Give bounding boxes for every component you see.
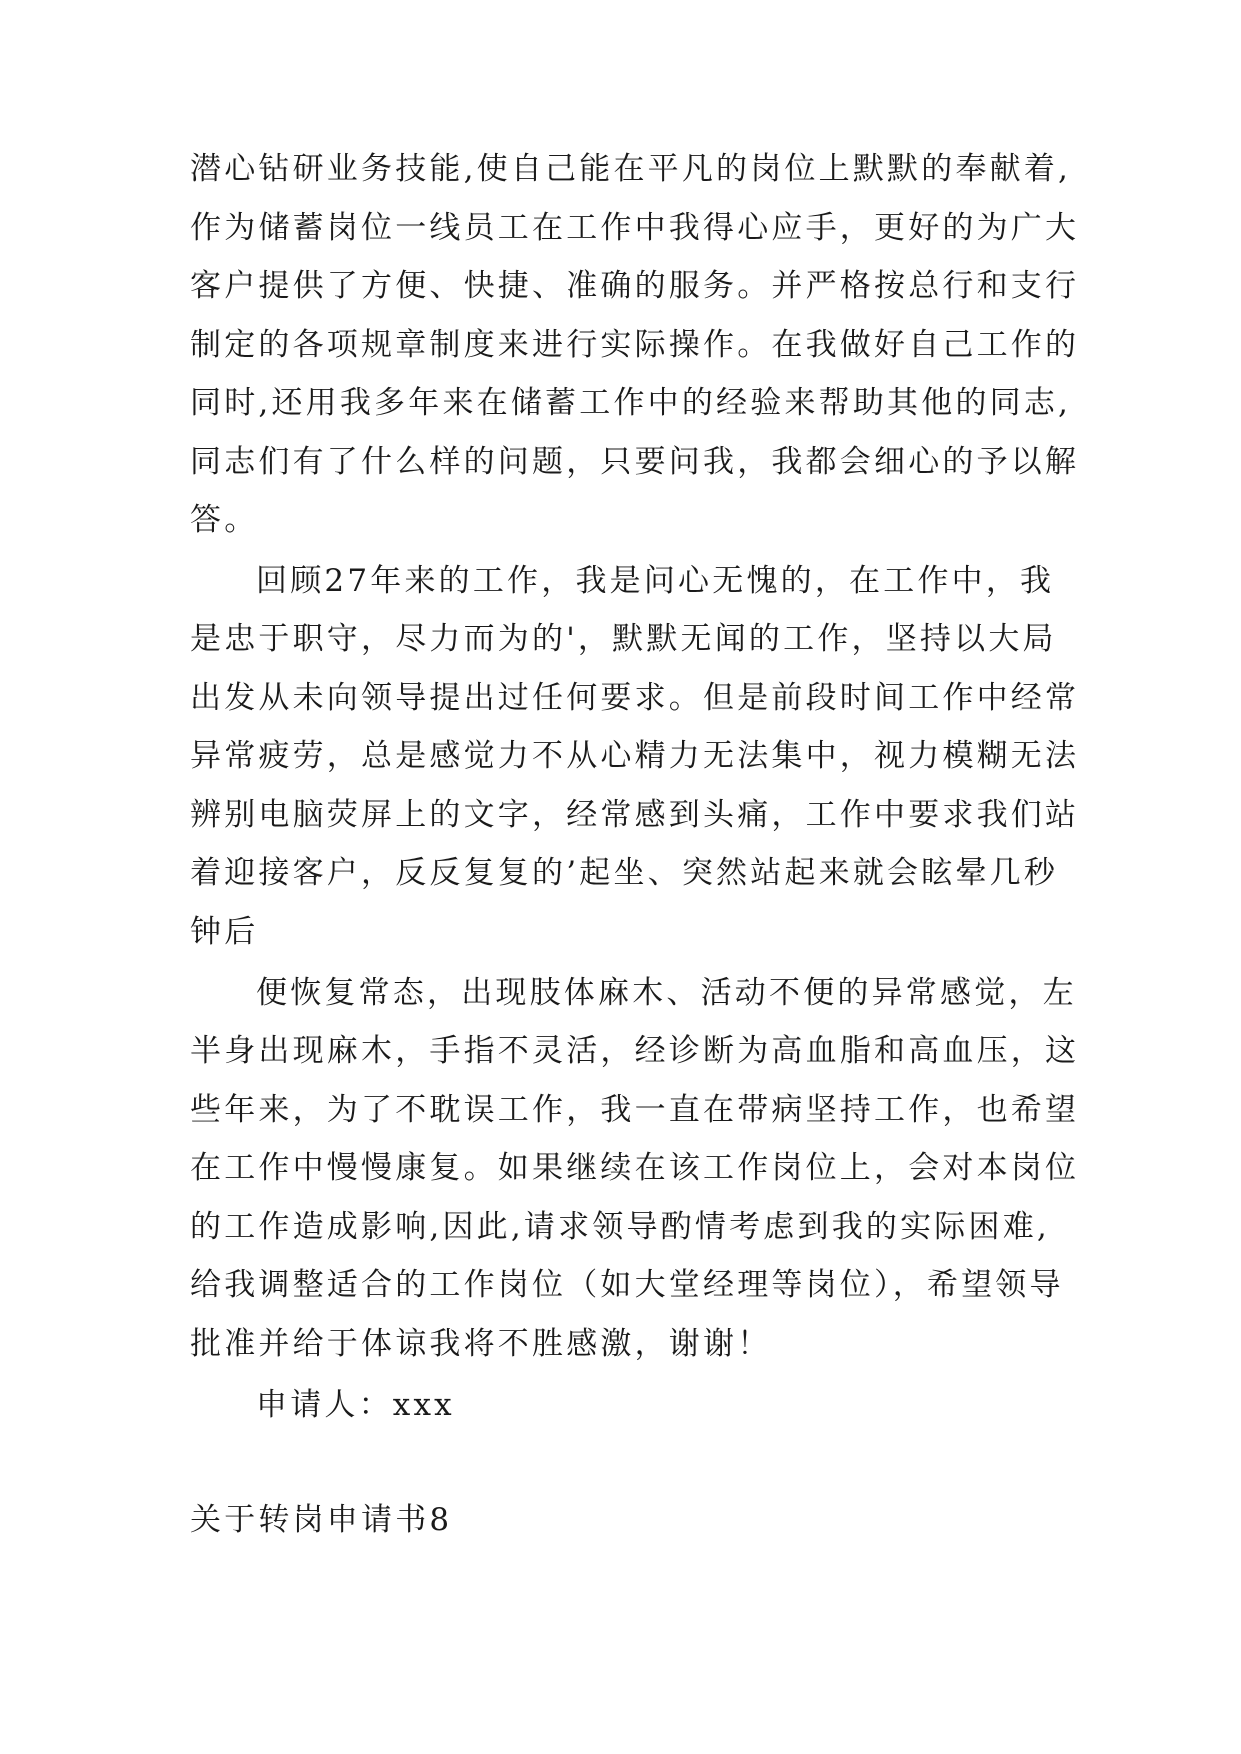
paragraph-line: 是忠于职守，尽力而为的'，默默无闻的工作，坚持以大局 — [190, 621, 1057, 657]
paragraph-line: 出发从未向领导提出过任何要求。但是前段时间工作中经常 — [190, 680, 1080, 716]
paragraph-line: 同时,还用我多年来在储蓄工作中的经验来帮助其他的同志, — [190, 385, 1072, 421]
paragraph-line: 同志们有了什么样的问题，只要问我，我都会细心的予以解 — [190, 444, 1080, 480]
paragraph-line: 着迎接客户，反反复复的’起坐、突然站起来就会眩晕几秒 — [190, 855, 1059, 891]
paragraph-line: 些年来，为了不耽误工作，我一直在带病坚持工作，也希望 — [190, 1092, 1080, 1128]
paragraph-line: 批准并给于体谅我将不胜感激，谢谢！ — [190, 1326, 772, 1362]
paragraph-line: 异常疲劳，总是感觉力不从心精力无法集中，视力模糊无法 — [190, 738, 1080, 774]
paragraph-line: 制定的各项规章制度来进行实际操作。在我做好自己工作的 — [190, 327, 1080, 363]
paragraph-line: 在工作中慢慢康复。如果继续在该工作岗位上，会对本岗位 — [190, 1150, 1080, 1186]
paragraph-line: 答。 — [190, 502, 259, 538]
paragraph-line: 给我调整适合的工作岗位（如大堂经理等岗位），希望领导 — [190, 1267, 1064, 1303]
paragraph-line: 半身出现麻木，手指不灵活，经诊断为高血脂和高血压，这 — [190, 1033, 1080, 1069]
applicant-signature: 申请人：xxx — [256, 1387, 455, 1423]
paragraph-line: 钟后 — [190, 914, 259, 950]
paragraph-line: 潜心钻研业务技能,使自己能在平凡的岗位上默默的奉献着, — [190, 151, 1072, 187]
paragraph-line: 便恢复常态，出现肢体麻木、活动不便的异常感觉，左 — [256, 975, 1077, 1011]
paragraph-line: 的工作造成影响,因此,请求领导酌情考虑到我的实际困难, — [190, 1209, 1050, 1245]
paragraph-line: 客户提供了方便、快捷、准确的服务。并严格按总行和支行 — [190, 268, 1080, 304]
paragraph-line: 作为储蓄岗位一线员工在工作中我得心应手，更好的为广大 — [190, 210, 1080, 246]
paragraph-line: 辨别电脑荧屏上的文字，经常感到头痛，工作中要求我们站 — [190, 797, 1080, 833]
section-heading: 关于转岗申请书8 — [190, 1502, 453, 1538]
paragraph-line: 回顾27年来的工作，我是问心无愧的，在工作中，我 — [256, 563, 1055, 599]
